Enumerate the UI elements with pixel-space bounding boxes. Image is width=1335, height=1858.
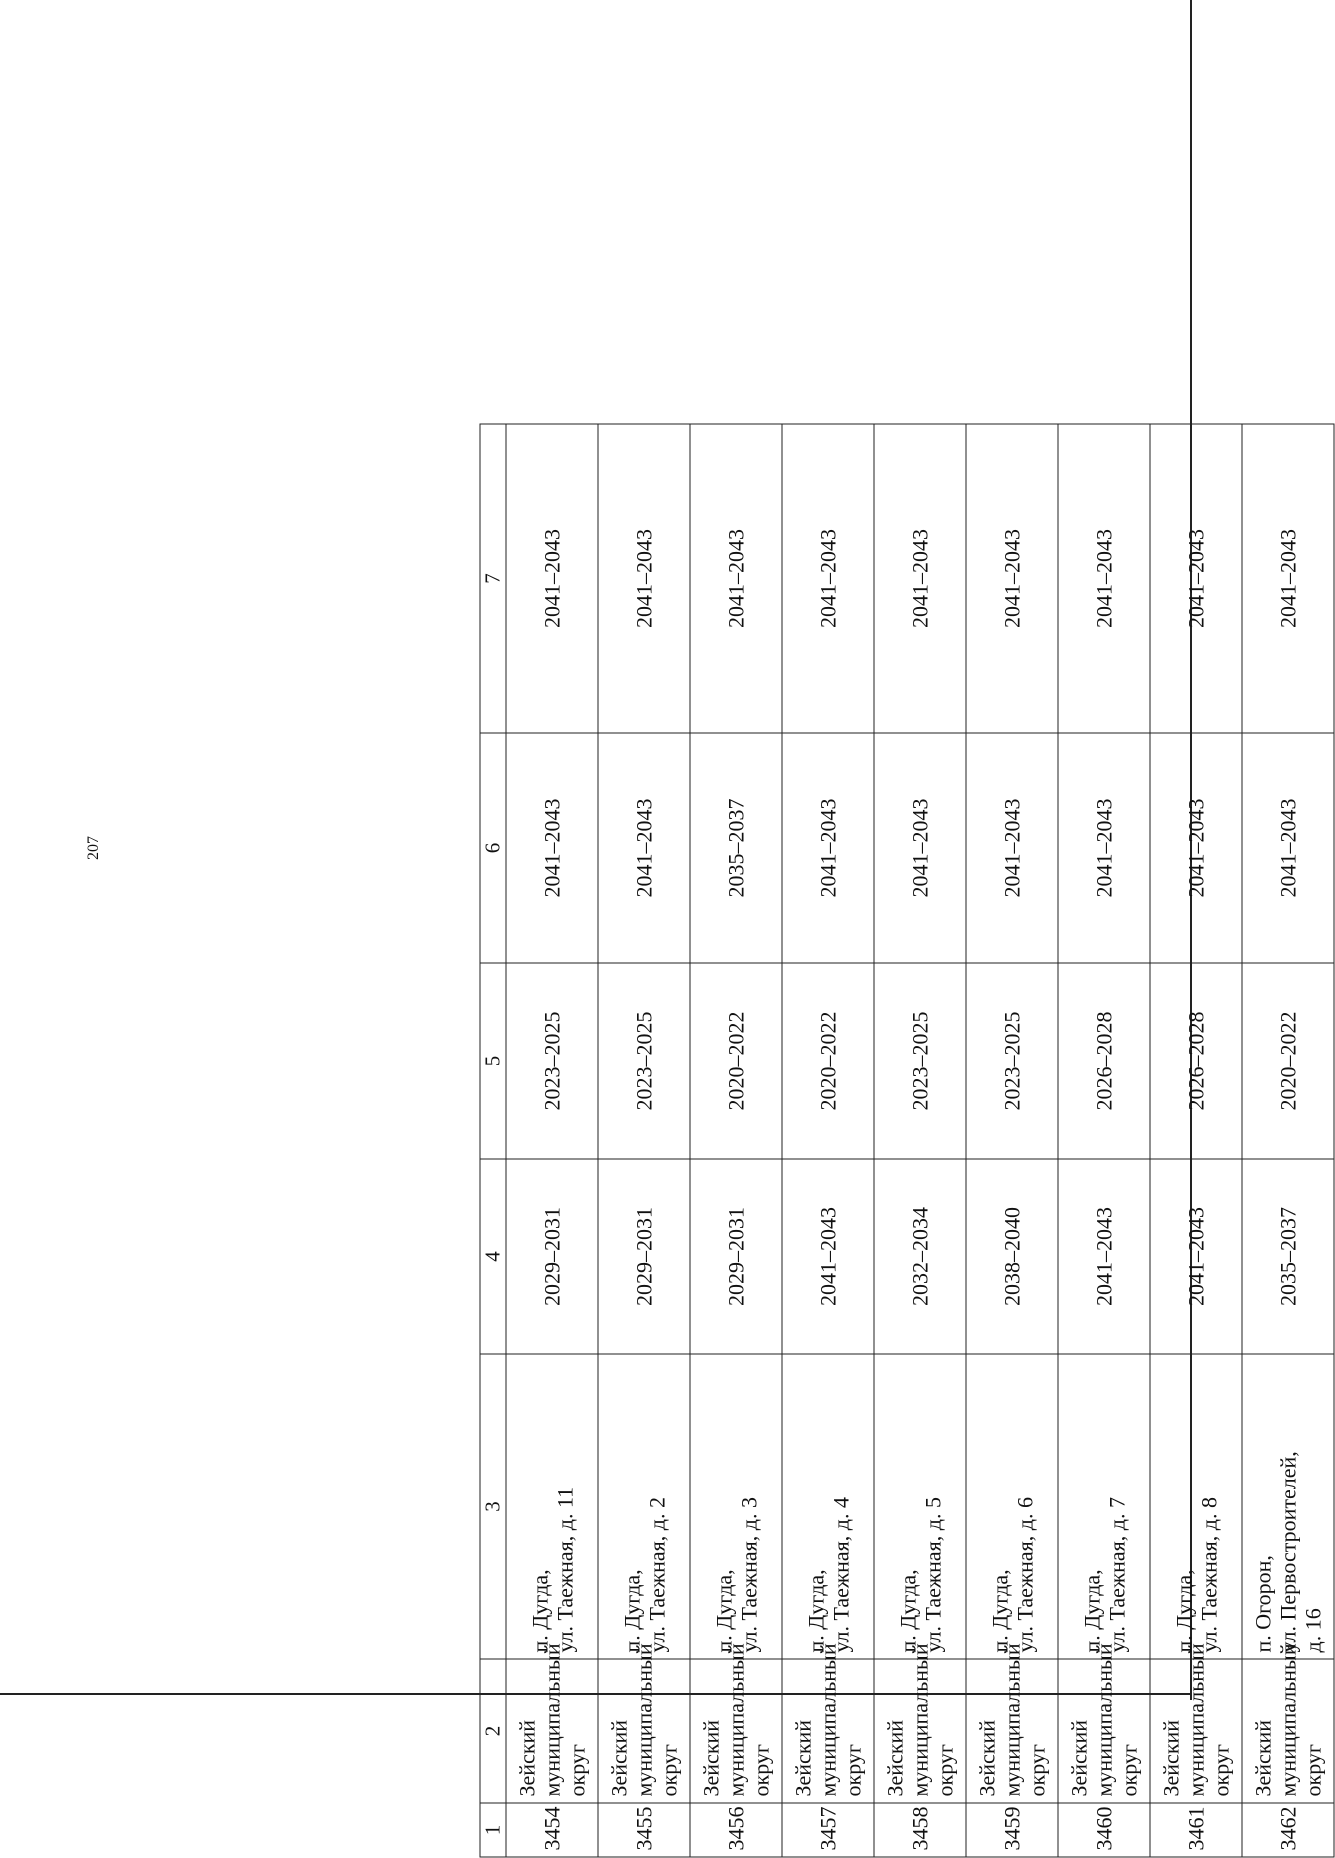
column-number: 7 [480, 424, 506, 733]
period-cell-4 [506, 1159, 598, 1354]
record-number-cell-text: 3459 [999, 1806, 1025, 1851]
period-cell-4-text: 2032–2034 [907, 1207, 933, 1306]
period-cell-5-text: 2023–2025 [907, 1011, 933, 1111]
period-cell-7 [1150, 424, 1242, 733]
period-cell-6-text: 2041–2043 [1275, 798, 1301, 898]
district-cell [874, 1643, 966, 1803]
period-cell-7 [874, 424, 966, 733]
address-cell-text: ул. Таежная, д. 3 [736, 1497, 761, 1653]
period-cell-7 [782, 424, 874, 733]
period-cell-7-text: 2041–2043 [539, 529, 565, 628]
period-cell-7-text: 2041–2043 [1091, 529, 1117, 628]
address-cell [1242, 1354, 1334, 1659]
table-row [598, 424, 690, 1857]
period-cell-6 [1150, 733, 1242, 963]
table-row [966, 424, 1058, 1857]
period-cell-5-text: 2020–2022 [723, 1011, 749, 1111]
district-cell [598, 1643, 690, 1803]
period-cell-4 [782, 1159, 874, 1354]
record-number-cell [874, 1803, 966, 1857]
record-number-cell [1242, 1803, 1334, 1857]
period-cell-6-text: 2041–2043 [1183, 798, 1209, 898]
address-cell-text: ул. Таежная, д. 4 [828, 1497, 853, 1653]
address-cell-text: ул. Первостроителей, [1275, 1451, 1301, 1653]
address-cell-text: д. 16 [1300, 1608, 1326, 1653]
period-cell-4-text: 2029–2031 [723, 1207, 749, 1306]
table-row [1058, 424, 1150, 1857]
district-cell [690, 1643, 782, 1803]
period-cell-7 [1242, 424, 1334, 733]
period-cell-5 [598, 963, 690, 1159]
district-cell-text: Зейский муниципальный округ [1158, 1643, 1234, 1797]
period-cell-7 [1058, 424, 1150, 733]
record-number-cell [782, 1803, 874, 1857]
address-cell [1150, 1354, 1242, 1659]
period-cell-5-text: 2023–2025 [539, 1011, 565, 1111]
address-cell [690, 1354, 782, 1659]
period-cell-5 [1150, 963, 1242, 1159]
period-cell-6 [1242, 733, 1334, 963]
period-cell-6-text: 2035–2037 [723, 798, 749, 898]
period-cell-5-text: 2026–2028 [1091, 1011, 1117, 1111]
column-number: 4 [480, 1159, 506, 1354]
period-cell-5 [1058, 963, 1150, 1159]
period-cell-6 [598, 733, 690, 963]
address-cell-text: ул. Таежная, д. 8 [1196, 1497, 1221, 1653]
period-cell-7-text: 2041–2043 [723, 529, 749, 628]
period-cell-5-text: 2020–2022 [1275, 1011, 1301, 1111]
record-number-cell-text: 3456 [723, 1806, 749, 1851]
period-cell-5-text: 2020–2022 [815, 1011, 841, 1111]
address-cell [966, 1354, 1058, 1659]
address-cell [506, 1354, 598, 1659]
column-number-row [480, 424, 506, 1857]
period-cell-5 [690, 963, 782, 1159]
period-cell-5-text: 2023–2025 [999, 1011, 1025, 1111]
period-cell-4-text: 2038–2040 [999, 1207, 1025, 1306]
period-cell-4-text: 2035–2037 [1275, 1207, 1301, 1306]
period-cell-6-text: 2041–2043 [907, 798, 933, 898]
period-cell-6-text: 2041–2043 [539, 798, 565, 898]
period-cell-7 [598, 424, 690, 733]
period-cell-6 [1058, 733, 1150, 963]
period-cell-7 [690, 424, 782, 733]
record-number-cell-text: 3457 [815, 1806, 841, 1851]
district-cell-text: Зейский муниципальный округ [1250, 1643, 1326, 1797]
period-cell-4-text: 2041–2043 [815, 1207, 841, 1306]
record-number-cell [966, 1803, 1058, 1857]
district-cell [966, 1643, 1058, 1803]
address-cell-text: ул. Таежная, д. 5 [920, 1497, 945, 1653]
address-cell-text: ул. Таежная, д. 6 [1012, 1497, 1037, 1653]
address-cell [874, 1354, 966, 1659]
period-cell-5 [874, 963, 966, 1159]
address-cell-text: ул. Таежная, д. 2 [644, 1497, 669, 1653]
column-number: 2 [480, 1659, 506, 1803]
record-number-cell-text: 3460 [1091, 1806, 1117, 1851]
period-cell-6 [782, 733, 874, 963]
period-cell-4-text: 2029–2031 [539, 1207, 565, 1306]
period-cell-4 [1058, 1159, 1150, 1354]
column-number: 3 [480, 1354, 506, 1659]
period-cell-5 [966, 963, 1058, 1159]
record-number-cell [598, 1803, 690, 1857]
table-row [1150, 424, 1242, 1857]
table-row [690, 424, 782, 1857]
period-cell-7-text: 2041–2043 [907, 529, 933, 628]
period-cell-6 [506, 733, 598, 963]
district-cell [782, 1643, 874, 1803]
district-cell [1150, 1643, 1242, 1803]
period-cell-7-text: 2041–2043 [999, 529, 1025, 628]
address-cell-text: ул. Таежная, д. 11 [552, 1486, 577, 1653]
period-cell-7 [966, 424, 1058, 733]
table-row [1242, 424, 1334, 1857]
period-cell-6-text: 2041–2043 [631, 798, 657, 898]
period-cell-4-text: 2041–2043 [1183, 1207, 1209, 1306]
period-cell-4-text: 2029–2031 [631, 1207, 657, 1306]
period-cell-4 [1242, 1159, 1334, 1354]
address-cell [1058, 1354, 1150, 1659]
record-number-cell-text: 3462 [1275, 1806, 1301, 1851]
period-cell-5 [506, 963, 598, 1159]
record-number-cell-text: 3454 [539, 1806, 565, 1851]
page-number: 207 [85, 836, 102, 860]
district-cell-text: Зейский муниципальный округ [882, 1643, 958, 1797]
column-number: 5 [480, 963, 506, 1159]
period-cell-7-text: 2041–2043 [1275, 529, 1301, 628]
address-cell [782, 1354, 874, 1659]
district-cell [1242, 1643, 1334, 1803]
table-row [782, 424, 874, 1857]
district-cell [1058, 1643, 1150, 1803]
record-number-cell-text: 3455 [631, 1806, 657, 1851]
district-cell-text: Зейский муниципальный округ [790, 1643, 866, 1797]
address-cell-text: п. Дугда, [527, 1569, 552, 1653]
column-number: 1 [480, 1803, 506, 1857]
district-cell-text: Зейский муниципальный округ [514, 1643, 590, 1797]
period-cell-4 [1150, 1159, 1242, 1354]
period-cell-6 [966, 733, 1058, 963]
period-cell-7-text: 2041–2043 [1183, 529, 1209, 628]
table-row [506, 424, 598, 1857]
period-cell-4 [690, 1159, 782, 1354]
column-number: 6 [480, 733, 506, 963]
district-cell-text: Зейский муниципальный округ [698, 1643, 774, 1797]
period-cell-4 [598, 1159, 690, 1354]
address-cell-text: п. Дугда, [895, 1569, 920, 1653]
period-cell-7-text: 2041–2043 [631, 529, 657, 628]
period-cell-6-text: 2041–2043 [815, 798, 841, 898]
address-cell-text: п. Дугда, [1079, 1569, 1104, 1653]
address-cell-text: п. Дугда, [619, 1569, 644, 1653]
period-cell-6 [874, 733, 966, 963]
address-cell-text: п. Огорон, [1250, 1555, 1276, 1653]
address-cell [598, 1354, 690, 1659]
address-cell-text: п. Дугда, [1171, 1569, 1196, 1653]
record-number-cell [1150, 1803, 1242, 1857]
period-cell-6 [690, 733, 782, 963]
period-cell-6-text: 2041–2043 [1091, 798, 1117, 898]
record-number-cell [690, 1803, 782, 1857]
period-cell-7 [506, 424, 598, 733]
address-cell-text: ул. Таежная, д. 7 [1104, 1497, 1129, 1653]
district-cell-text: Зейский муниципальный округ [606, 1643, 682, 1797]
district-cell-text: Зейский муниципальный округ [1066, 1643, 1142, 1797]
district-cell-text: Зейский муниципальный округ [974, 1643, 1050, 1797]
period-cell-5-text: 2026–2028 [1183, 1011, 1209, 1111]
record-number-cell [506, 1803, 598, 1857]
address-cell-text: п. Дугда, [711, 1569, 736, 1653]
record-number-cell [1058, 1803, 1150, 1857]
district-cell [506, 1643, 598, 1803]
registry-table [480, 424, 1335, 1858]
table-row [874, 424, 966, 1857]
record-number-cell-text: 3461 [1183, 1806, 1209, 1851]
period-cell-4 [874, 1159, 966, 1354]
period-cell-6-text: 2041–2043 [999, 798, 1025, 898]
record-number-cell-text: 3458 [907, 1806, 933, 1851]
period-cell-4 [966, 1159, 1058, 1354]
registry-table-rotated [480, 425, 1330, 1858]
address-cell-text: п. Дугда, [987, 1569, 1012, 1653]
period-cell-5 [782, 963, 874, 1159]
period-cell-5 [1242, 963, 1334, 1159]
period-cell-7-text: 2041–2043 [815, 529, 841, 628]
address-cell-text: п. Дугда, [803, 1569, 828, 1653]
period-cell-5-text: 2023–2025 [631, 1011, 657, 1111]
period-cell-4-text: 2041–2043 [1091, 1207, 1117, 1306]
